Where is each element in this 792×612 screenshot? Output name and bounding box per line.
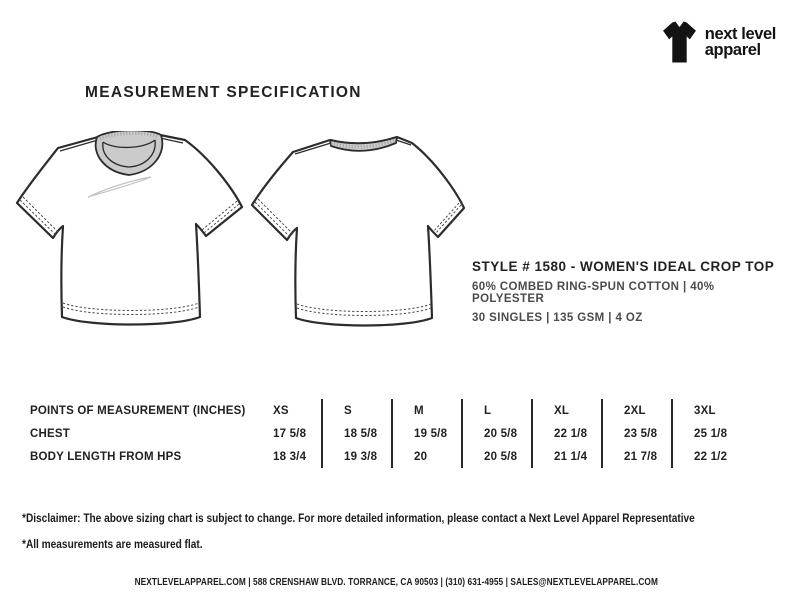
chest-value: 23 5/8 (624, 427, 658, 440)
size-header: M (414, 404, 424, 417)
size-header: XS (273, 404, 289, 417)
fabric-content: 60% COMBED RING-SPUN COTTON | 40% POLYESTER (472, 281, 715, 305)
size-column-2xl (601, 399, 671, 468)
size-column-s (321, 399, 391, 468)
row-label-chest: CHEST (30, 427, 70, 440)
style-title: STYLE # 1580 - WOMEN'S IDEAL CROP TOP (472, 259, 775, 274)
body-length-value: 22 1/2 (694, 450, 728, 463)
measurement-note: *All measurements are measured flat. (22, 539, 203, 551)
size-column-l (461, 399, 531, 468)
footer-contact-line: NEXTLEVELAPPAREL.COM | 588 CRENSHAW BLVD. TORRANCE, CA 90503 | (310) 631-4955 | SALES@NEXTLEVELAPPAREL.COM (134, 577, 658, 588)
tshirt-logo-icon (661, 21, 698, 63)
size-header: 3XL (694, 404, 716, 417)
disclaimer-note: *Disclaimer: The above sizing chart is subject to change. For more detailed information, please contact a Next Level Apparel Representative (22, 513, 695, 525)
chest-value: 25 1/8 (694, 427, 728, 440)
brand-logo-line1: next level (704, 25, 776, 43)
size-header: L (484, 404, 492, 417)
body-length-value: 20 (414, 450, 428, 463)
chest-value: 19 5/8 (414, 427, 448, 440)
size-header: 2XL (624, 404, 646, 417)
size-column-xs (273, 399, 321, 468)
size-column-m (391, 399, 461, 468)
back-view-flat-sketch (250, 131, 472, 329)
chest-value: 18 5/8 (344, 427, 378, 440)
size-chart (30, 399, 741, 468)
chest-value: 20 5/8 (484, 427, 518, 440)
brand-logo-line2: apparel (704, 41, 761, 59)
body-length-value: 21 1/4 (554, 450, 588, 463)
notes (22, 513, 787, 551)
size-header: S (344, 404, 352, 417)
fabric-spec: 30 SINGLES | 135 GSM | 4 OZ (472, 312, 643, 324)
body-length-value: 20 5/8 (484, 450, 518, 463)
brand-logo-text (705, 26, 776, 58)
chest-value: 17 5/8 (273, 427, 307, 440)
body-length-value: 18 3/4 (273, 450, 307, 463)
page-title: MEASUREMENT SPECIFICATION (85, 84, 362, 101)
body-length-value: 21 7/8 (624, 450, 658, 463)
pom-header: POINTS OF MEASUREMENT (INCHES) (30, 404, 246, 417)
footer (0, 572, 792, 590)
size-column-xl (531, 399, 601, 468)
pom-column (30, 399, 273, 468)
chest-value: 22 1/8 (554, 427, 588, 440)
body-length-value: 19 3/8 (344, 450, 378, 463)
brand-logo (661, 21, 776, 63)
size-column-3xl (671, 399, 741, 468)
product-info (472, 259, 782, 324)
row-label-body-length: BODY LENGTH FROM HPS (30, 450, 182, 463)
front-view-flat-sketch (14, 131, 246, 329)
size-header: XL (554, 404, 570, 417)
